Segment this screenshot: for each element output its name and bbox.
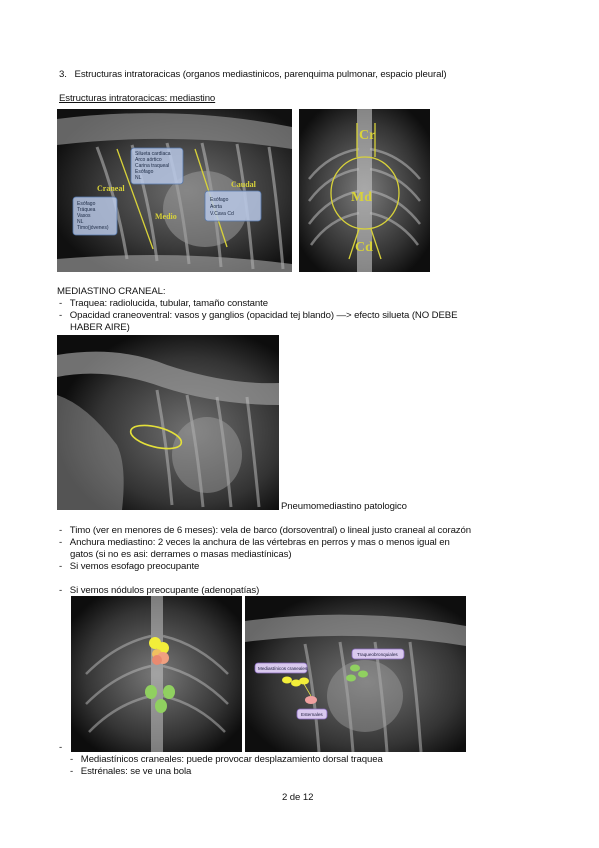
label-md: Md (351, 190, 372, 205)
svg-text:Arco aórtico: Arco aórtico (135, 157, 162, 163)
figure3-caption: Pneumomediastino patologico (281, 501, 407, 512)
craneal-heading: MEDIASTINO CRANEAL: (57, 286, 166, 297)
xray-pneumomediastino (57, 335, 279, 510)
label-caudal: Caudal (231, 180, 256, 189)
bullet-esofago: - Si vemos esofago preocupante (59, 561, 200, 572)
svg-text:Carina traqueal: Carina traqueal (135, 163, 170, 169)
svg-text:Timo(jóvenes): Timo(jóvenes) (77, 225, 109, 231)
svg-text:Esternales: Esternales (301, 712, 323, 717)
section-number: 3. (59, 69, 67, 80)
page-number: 2 de 12 (282, 792, 314, 803)
sub-bullet-mediastinicos: - Mediastínicos craneales: puede provocar desplazamiento dorsal traquea (70, 754, 383, 765)
svg-text:Esófago: Esófago (135, 169, 154, 175)
label-craneal: Craneal (97, 184, 125, 193)
svg-text:Silueta cardiaca: Silueta cardiaca (135, 151, 171, 157)
xray-ventrodorsal-mediastinum (299, 109, 430, 272)
craneal-bullet-2-cont: HABER AIRE) (70, 322, 130, 333)
pill-mediastinicos-craneales (255, 663, 308, 673)
box-caudal (205, 191, 261, 221)
xray-lateral-adenopatias (245, 596, 466, 752)
box-medio (131, 148, 183, 184)
svg-text:NL: NL (135, 175, 142, 181)
svg-text:Aorta: Aorta (210, 204, 222, 210)
bullet-nodulos: - Si vemos nódulos preocupante (adenopatías) (59, 585, 260, 596)
svg-text:Tráquea: Tráquea (77, 207, 96, 213)
pill-traqueobronquiales (352, 649, 404, 659)
svg-text:Mediastínicos craneales: Mediastínicos craneales (258, 666, 308, 671)
subsection-title: Estructuras intratoracicas: mediastino (59, 93, 216, 104)
dash-bullet: - (59, 742, 63, 753)
svg-text:NL: NL (77, 219, 84, 225)
svg-text:Traqueobronquiales: Traqueobronquiales (357, 652, 398, 657)
bullet-anchura-cont: gatos (si no es asi: derrames o masas mediastínicas) (70, 549, 292, 560)
pill-esternales (297, 709, 327, 719)
svg-text:Vasos: Vasos (77, 213, 91, 219)
sub-bullet-esternales: - Estrénales: se ve una bola (70, 766, 192, 777)
node-green-3 (155, 699, 167, 713)
bullet-anchura: - Anchura mediastino: 2 veces la anchura de las vértebras en perros y mas o menos igual en (59, 537, 450, 548)
box-craneal (73, 197, 117, 235)
node-green-2 (163, 685, 175, 699)
section-heading (59, 69, 446, 81)
svg-text:Esófago: Esófago (77, 201, 96, 207)
craneal-bullet-2: - Opacidad craneoventral: vasos y ganglios (opacidad tej blando) —> efecto silueta (NO DEBE (59, 310, 458, 321)
craneal-bullet-1: - Traquea: radiolucida, tubular, tamaño constante (59, 298, 268, 309)
svg-text:Esófago: Esófago (210, 197, 229, 203)
xray-vd-adenopatias (71, 596, 242, 752)
xray-lateral-mediastinum (57, 109, 292, 272)
node-green-1 (145, 685, 157, 699)
label-cr: Cr (359, 128, 376, 143)
label-medio: Medio (155, 212, 177, 221)
node-salmon-2 (152, 655, 162, 665)
svg-text:V.Cava Cd: V.Cava Cd (210, 211, 234, 217)
section-title: Estructuras intratoracicas (organos mediastinicos, parenquima pulmonar, espacio pleural) (74, 69, 447, 80)
label-cd: Cd (355, 240, 373, 255)
bullet-timo: - Timo (ver en menores de 6 meses): vela de barco (dorsoventral) o lineal justo craneal al corazón (59, 525, 471, 536)
